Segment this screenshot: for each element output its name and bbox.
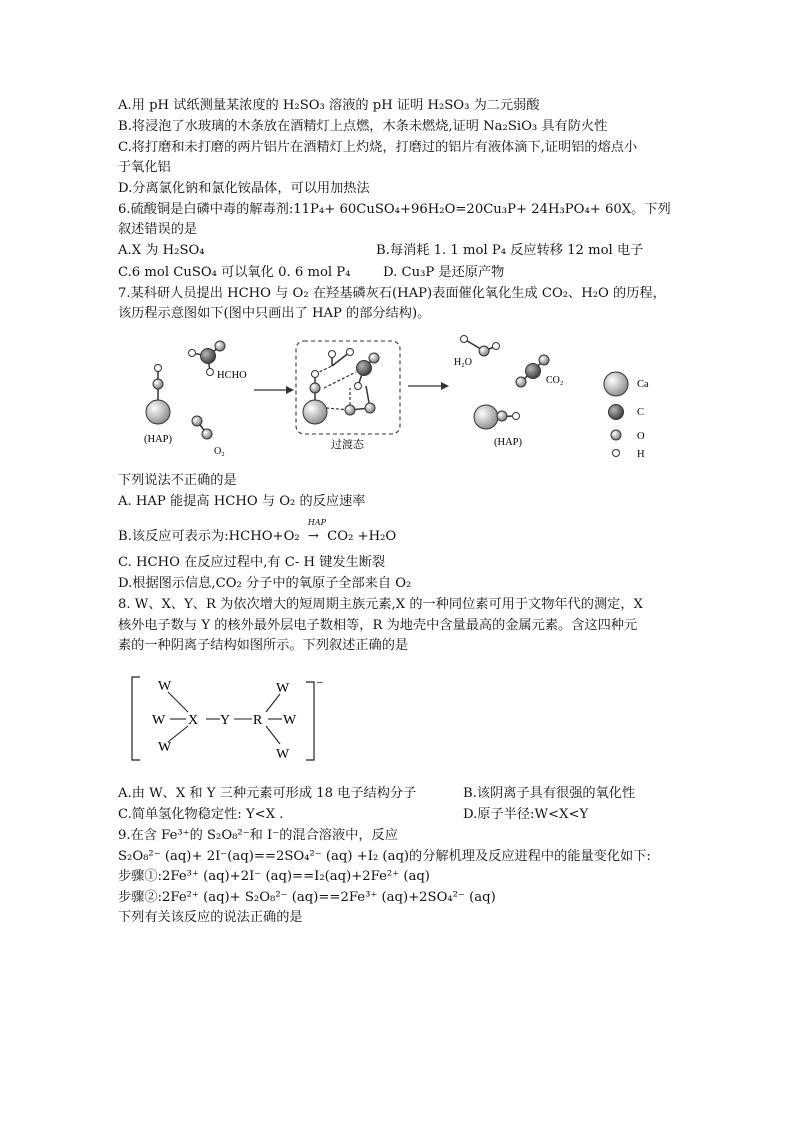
atom-legend bbox=[604, 372, 649, 460]
option-6b: B.每消耗 1. 1 mol P₄ 反应转移 12 mol 电子 bbox=[376, 243, 644, 258]
left-bracket bbox=[132, 677, 140, 760]
question-8-stem-cont: 核外电子数与 Y 的核外最外层电子数相等，R 为地壳中含量最高的金属元素。含这四种元 bbox=[118, 618, 638, 633]
option-5c-cont: 于氧化铝 bbox=[118, 160, 171, 175]
hcho-label: HCHO bbox=[217, 370, 247, 381]
transition-label: 过渡态 bbox=[331, 439, 364, 451]
h2o-label: H₂O bbox=[454, 357, 472, 368]
option-8a: A.由 W、X 和 Y 三种元素可形成 18 电子结构分子 bbox=[118, 786, 417, 801]
option-7c: C. HCHO 在反应过程中,有 C- H 键发生断裂 bbox=[118, 555, 386, 570]
option-7b-text: B.该反应可表示为:HCHO+O₂ bbox=[118, 529, 300, 544]
option-6a: A.X 为 H₂SO₄ bbox=[118, 243, 205, 258]
question-8-stem-cont2: 素的一种阴离子结构如图所示。下列叙述正确的是 bbox=[118, 638, 409, 653]
legend-ca-icon bbox=[604, 372, 628, 396]
legend-o: O bbox=[637, 431, 645, 442]
question-8-stem: 8. W、X、Y、R 为依次增大的短周期主族元素,X 的一种同位素可用于文物年代的测定，X bbox=[118, 597, 643, 612]
question-7-stem: 7.某科研人员提出 HCHO 与 O₂ 在羟基磷灰石(HAP)表面催化氧化生成 CO₂、H₂O 的历程， bbox=[118, 286, 666, 301]
question-7-stem-cont: 该历程示意图如下(图中只画出了 HAP 的部分结构)。 bbox=[118, 306, 431, 321]
option-5c: C.将打磨和未打磨的两片铝片在酒精灯上灼烧，打磨过的铝片有液体滴下,证明铝的熔点小 bbox=[118, 140, 638, 155]
atom-w-6: W bbox=[276, 747, 290, 762]
atom-y: Y bbox=[220, 713, 231, 728]
option-6c: C.6 mol CuSO₄ 可以氧化 0. 6 mol P₄ bbox=[118, 265, 351, 280]
o2-molecule bbox=[192, 416, 212, 439]
legend-c-icon bbox=[609, 405, 624, 420]
hap-right-label: (HAP) bbox=[494, 437, 522, 448]
hap-left-structure bbox=[146, 365, 170, 425]
co2-molecule bbox=[516, 355, 549, 387]
option-7b-products: CO₂ +H₂O bbox=[327, 529, 397, 544]
h2o-molecule bbox=[461, 336, 500, 357]
atom-w-5: W bbox=[283, 713, 297, 728]
option-7a: A. HAP 能提高 HCHO 与 O₂ 的反应速率 bbox=[118, 494, 366, 509]
co2-label: CO₂ bbox=[546, 375, 564, 386]
option-8c: C.简单氢化物稳定性: Y<X . bbox=[118, 807, 284, 822]
arrow-1-head bbox=[286, 386, 294, 394]
atom-w-1: W bbox=[158, 679, 172, 694]
option-5b: B.将浸泡了水玻璃的木条放在酒精灯上点燃，木条未燃烧,证明 Na₂SiO₃ 具有防火性 bbox=[118, 119, 608, 134]
option-8d: D.原子半径:W<X<Y bbox=[463, 807, 589, 822]
atom-w-4: W bbox=[276, 681, 290, 696]
mechanism-figure bbox=[118, 328, 678, 468]
arrow-label-hap: HAP bbox=[307, 518, 327, 527]
arrow-icon: → bbox=[307, 529, 319, 544]
option-7d: D.根据图示信息,CO₂ 分子中的氧原子全部来自 O₂ bbox=[118, 576, 412, 591]
legend-o-icon bbox=[611, 430, 621, 440]
hap-left-label: (HAP) bbox=[144, 434, 172, 445]
option-5d: D.分离氯化钠和氯化铵晶体，可以用加热法 bbox=[118, 181, 370, 196]
question-9-prompt: 下列有关该反应的说法正确的是 bbox=[118, 910, 303, 925]
o2-label: O₂ bbox=[214, 446, 225, 457]
hap-right-structure bbox=[474, 405, 520, 429]
atom-w-3: W bbox=[158, 740, 172, 755]
atom-x: X bbox=[188, 713, 199, 728]
legend-h-icon bbox=[613, 450, 620, 457]
reaction-arrow bbox=[307, 518, 327, 546]
right-bracket bbox=[306, 682, 314, 760]
question-6-stem: 6.硫酸铜是白磷中毒的解毒剂:11P₄+ 60CuSO₄+96H₂O=20Cu₃P+ 24H₃PO₄+ 60X。下列 bbox=[118, 202, 671, 217]
atom-w-2: W bbox=[152, 713, 166, 728]
anion-structure-figure bbox=[128, 672, 348, 768]
option-6d: D. Cu₃P 是还原产物 bbox=[383, 265, 505, 280]
option-7b bbox=[118, 518, 397, 546]
charge-sign: – bbox=[317, 674, 323, 688]
transition-state-structure bbox=[303, 349, 379, 425]
question-9-stem: 9.在含 Fe³⁺的 S₂O₈²⁻和 I⁻的混合溶液中，反应 bbox=[118, 828, 398, 843]
legend-h: H bbox=[637, 449, 645, 460]
step-2: 步骤②:2Fe²⁺ (aq)+ S₂O₈²⁻ (aq)==2Fe³⁺ (aq)+2SO₄²⁻ (aq) bbox=[118, 890, 496, 905]
legend-ca: Ca bbox=[637, 379, 649, 390]
question-6-stem-cont: 叙述错误的是 bbox=[118, 222, 198, 237]
reaction-equation: S₂O₈²⁻ (aq)+ 2I⁻(aq)==2SO₄²⁻ (aq) +I₂ (aq)的分解机理及反应进程中的能量变化如下: bbox=[118, 849, 651, 864]
question-7-prompt: 下列说法不正确的是 bbox=[118, 473, 237, 488]
arrow-2-head bbox=[441, 382, 449, 390]
legend-c: C bbox=[637, 407, 645, 418]
atom-r: R bbox=[253, 713, 263, 728]
option-5a: A.用 pH 试纸测量某浓度的 H₂SO₃ 溶液的 pH 证明 H₂SO₃ 为二元弱酸 bbox=[118, 98, 540, 113]
step-1: 步骤①:2Fe³⁺ (aq)+2I⁻ (aq)==I₂(aq)+2Fe²⁺ (aq) bbox=[118, 869, 430, 884]
option-8b: B.该阴离子具有很强的氧化性 bbox=[463, 786, 636, 801]
